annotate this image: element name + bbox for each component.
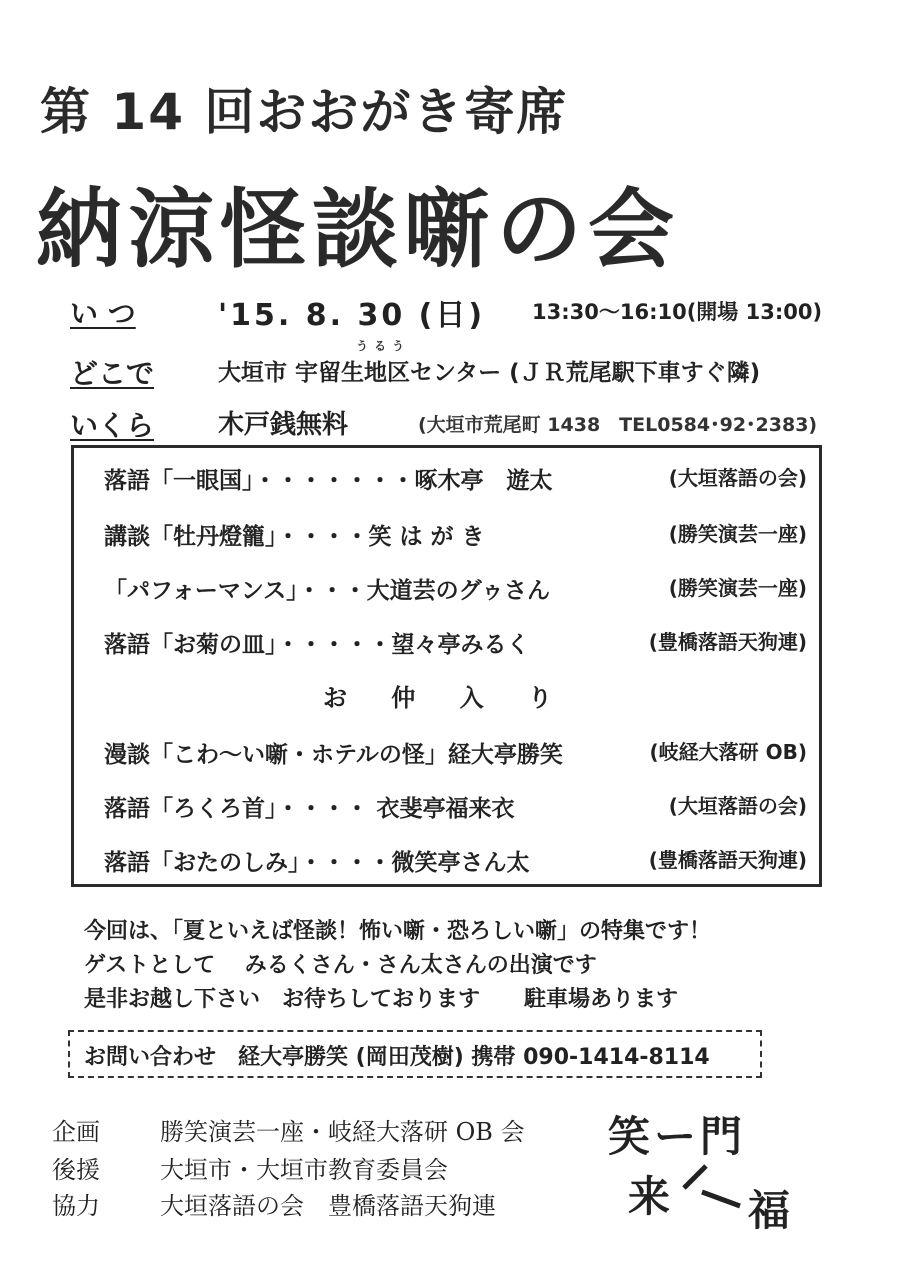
motto-top: 笑ー門 (608, 1112, 747, 1161)
program-item: 落語「一眼国」・・・・・・・啄木亭 遊太 (104, 468, 553, 494)
program-item: 落語「お菊の皿」・・・・・望々亭みるく (104, 632, 530, 658)
program-row (104, 572, 807, 612)
motto-left: 来 (628, 1172, 671, 1221)
program-row (104, 790, 807, 830)
program-group: (岐経大落研 OB) (649, 740, 807, 764)
credit-value: 大垣落語の会 豊橋落語天狗連 (160, 1192, 496, 1220)
where-label: どこで (70, 357, 155, 390)
motto-right: 福 (748, 1186, 791, 1235)
program-item: 「パフォーマンス」・・・大道芸のグゥさん (104, 578, 550, 604)
program-row (104, 844, 807, 884)
cost-label: いくら (70, 409, 155, 442)
credit-key: 企画 (52, 1118, 100, 1146)
program-group: (大垣落語の会) (668, 794, 807, 818)
cost-value: 木戸銭無料 (218, 410, 349, 440)
program-row (104, 462, 807, 502)
contact-text: お問い合わせ 経大亭勝笑 (岡田茂樹) 携帯 090-1414-8114 (84, 1045, 710, 1070)
note-line: 是非お越し下さい お待ちしております 駐車場あります (84, 987, 679, 1012)
program-group: (勝笑演芸一座) (668, 576, 807, 600)
program-group: (豊橋落語天狗連) (648, 630, 807, 654)
where-value: 大垣市 宇留生地区センター (ＪＲ荒尾駅下車すぐ隣) (218, 360, 761, 386)
when-time: 13:30～16:10(開場 13:00) (532, 300, 823, 324)
intermission-label: お 仲 入 り (322, 684, 571, 712)
note-line: 今回は、「夏といえば怪談！怖い噺・恐ろしい噺」の特集です！ (84, 919, 712, 944)
contact-box (68, 1030, 762, 1078)
program-group: (勝笑演芸一座) (668, 522, 807, 546)
motto-slashes (676, 1156, 748, 1212)
event-title: 納涼怪談噺の会 (36, 180, 680, 280)
program-group: (大垣落語の会) (668, 466, 807, 490)
where-ruby: うるう (356, 339, 411, 353)
program-item: 落語「ろくろ首」・・・・ 衣斐亭福来衣 (104, 796, 515, 822)
program-item: 漫談「こわ～い噺・ホテルの怪」経大亭勝笑 (104, 742, 563, 768)
program-row (104, 626, 807, 666)
credit-key: 後援 (52, 1156, 100, 1184)
address-phone: (大垣市荒尾町 1438 TEL0584･92･2383) (418, 414, 818, 436)
note-line: ゲストとして みるくさん・さん太さんの出演です (84, 953, 597, 978)
credit-value: 大垣市・大垣市教育委員会 (160, 1156, 448, 1184)
credit-key: 協力 (52, 1192, 100, 1220)
program-item: 講談「牡丹燈籠」・・・・笑 は が き (104, 524, 485, 550)
credit-value: 勝笑演芸一座・岐経大落研 OB 会 (160, 1118, 525, 1146)
program-box (71, 445, 822, 887)
event-subtitle: 第 14 回おおがき寄席 (40, 83, 569, 141)
program-group: (豊橋落語天狗連) (648, 848, 807, 872)
when-date: '15. 8. 30 (日) (218, 298, 486, 333)
program-row (104, 518, 807, 558)
program-item: 落語「おたのしみ」・・・・微笑亭さん太 (104, 850, 530, 876)
when-label: い つ (70, 297, 136, 330)
program-row (104, 736, 807, 776)
